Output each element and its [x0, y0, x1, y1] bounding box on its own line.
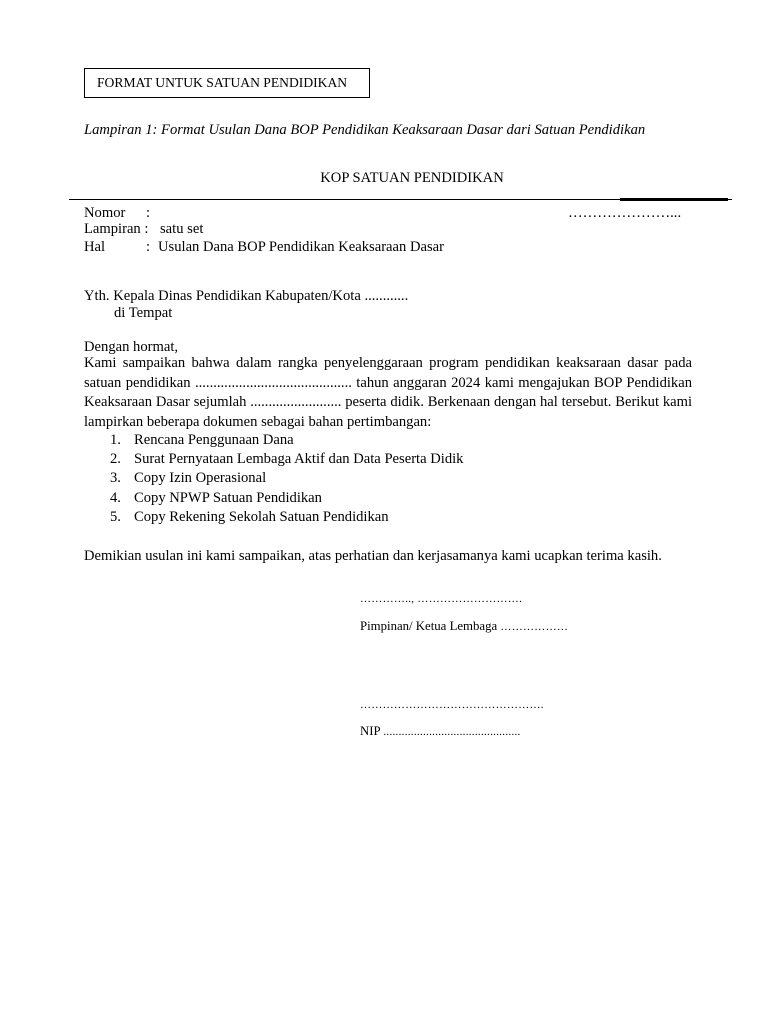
nomor-separator: :: [146, 205, 151, 221]
place-date-placeholder: ………….., ……………………….: [360, 593, 523, 605]
attachment-title: Lampiran 1: Format Usulan Dana BOP Pendidikan Keaksaraan Dasar dari Satuan Pendidikan: [84, 122, 646, 138]
date-placeholder: …………………...: [568, 205, 682, 221]
nomor-label: Nomor: [84, 205, 126, 221]
attachment-list: [110, 431, 463, 527]
signatory-name-placeholder: ………………………………………….: [360, 699, 544, 711]
list-item: 5. Copy Rekening Sekolah Satuan Pendidikan: [110, 508, 389, 525]
hal-label: Hal: [84, 239, 106, 255]
recipient-line: Yth. Kepala Dinas Pendidikan Kabupaten/Kota ............: [84, 288, 409, 304]
recipient-place: di Tempat: [114, 305, 173, 321]
list-item: 1. Rencana Penggunaan Dana: [110, 432, 294, 448]
hal-separator: :: [146, 239, 151, 255]
letterhead-divider-thick: [620, 198, 728, 201]
lampiran-value: satu set: [160, 221, 204, 237]
list-item: 4. Copy NPWP Satuan Pendidikan: [110, 489, 322, 506]
closing-paragraph: Demikian usulan ini kami sampaikan, atas perhatian dan kerjasamanya kami ucapkan terima kasih.: [84, 548, 662, 564]
letterhead-title: KOP SATUAN PENDIDIKAN: [320, 170, 504, 186]
lampiran-label: Lampiran :: [84, 221, 149, 237]
list-item: 3. Copy Izin Operasional: [110, 470, 267, 487]
format-header-box: FORMAT UNTUK SATUAN PENDIDIKAN: [84, 68, 370, 98]
salutation: Dengan hormat,: [84, 339, 179, 355]
body-paragraph: Kami sampaikan bahwa dalam rangka penyelenggaraan program pendidikan keaksaraan dasar pada satuan pendidikan ........................................... tahun anggaran 2024 kami mengajukan BOP Pendidikan Keaksaraan Dasar sejumlah ......................... peserta didik. Berkenaan dengan hal tersebut. Berikut kami lampirkan beberapa dokumen sebagai bahan pertimbangan:: [84, 355, 692, 430]
list-item: 2. Surat Pernyataan Lembaga Aktif dan Data Peserta Didik: [110, 451, 464, 468]
hal-value: Usulan Dana BOP Pendidikan Keaksaraan Dasar: [158, 239, 444, 255]
signatory-role: Pimpinan/ Ketua Lembaga ………………: [360, 619, 569, 633]
nip-line: NIP .............................................: [360, 724, 521, 738]
